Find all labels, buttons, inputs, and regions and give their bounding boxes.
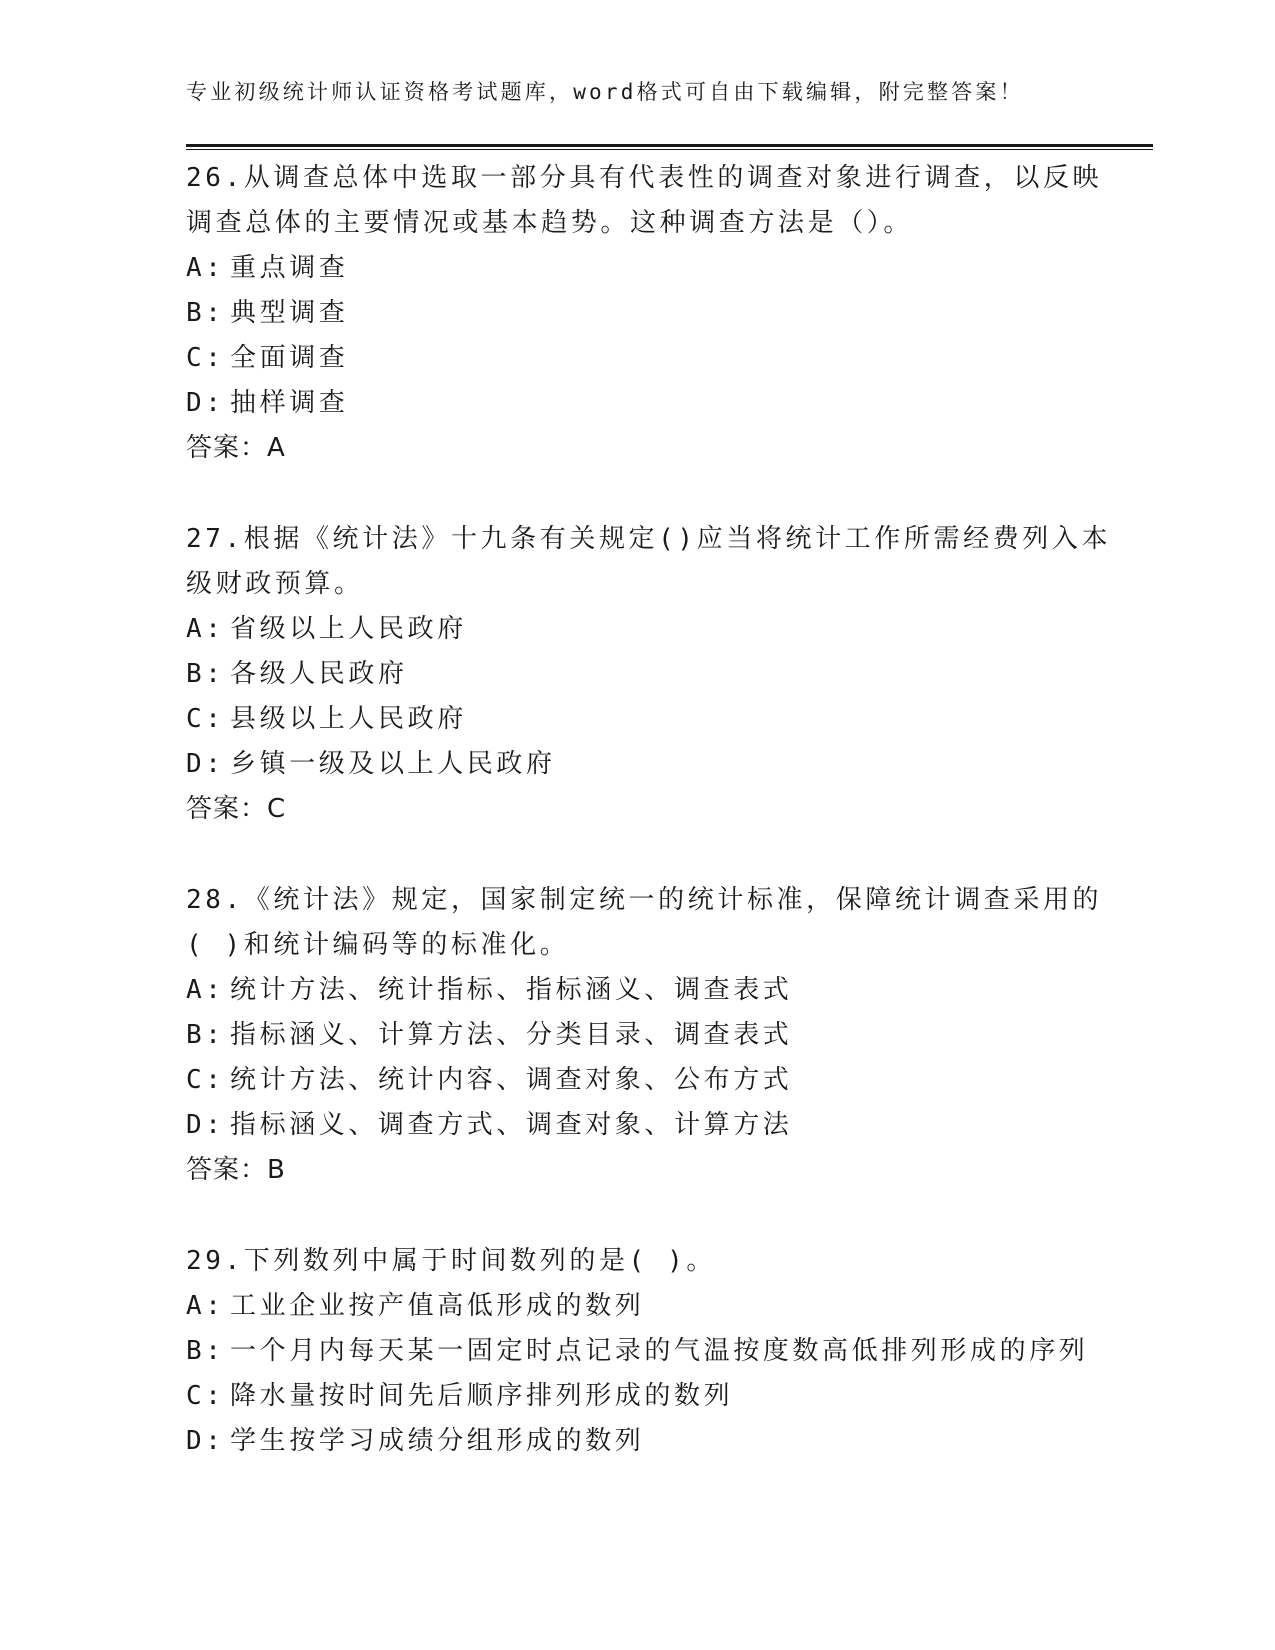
option-text: 典型调查 bbox=[230, 298, 349, 328]
option-text: 学生按学习成绩分组形成的数列 bbox=[230, 1426, 645, 1456]
answer-line: 答案：C bbox=[186, 794, 287, 824]
option-a bbox=[186, 246, 1086, 291]
answer-line: 答案：B bbox=[186, 1155, 286, 1185]
option-a bbox=[186, 1284, 1086, 1329]
option-text: 降水量按时间先后顺序排列形成的数列 bbox=[230, 1381, 734, 1411]
option-letter: C: bbox=[186, 1065, 225, 1095]
option-letter: D: bbox=[186, 388, 225, 418]
option-d bbox=[186, 742, 1086, 787]
question-stem-line: 26.从调查总体中选取一部分具有代表性的调查对象进行调查，以反映 bbox=[186, 163, 1103, 193]
header-rule-thin bbox=[186, 149, 1153, 150]
question-stem-line: ( )和统计编码等的标准化。 bbox=[186, 930, 570, 960]
option-d bbox=[186, 381, 1086, 426]
option-d bbox=[186, 1419, 1086, 1464]
question-stem-line: 27.根据《统计法》十九条有关规定()应当将统计工作所需经费列入本 bbox=[186, 524, 1112, 554]
option-text: 县级以上人民政府 bbox=[230, 704, 467, 734]
option-b bbox=[186, 652, 1086, 697]
option-text: 全面调查 bbox=[230, 343, 349, 373]
option-text: 抽样调查 bbox=[230, 388, 349, 418]
question-26 bbox=[186, 156, 1103, 471]
option-c bbox=[186, 1374, 1086, 1419]
option-letter: A: bbox=[186, 253, 225, 283]
option-text: 一个月内每天某一固定时点记录的气温按度数高低排列形成的序列 bbox=[230, 1336, 1089, 1366]
option-text: 指标涵义、调查方式、调查对象、计算方法 bbox=[230, 1110, 793, 1140]
option-text: 重点调查 bbox=[230, 253, 349, 283]
option-d bbox=[186, 1103, 1086, 1148]
option-c bbox=[186, 336, 1086, 381]
header-rule-thick bbox=[186, 144, 1153, 147]
answer-line: 答案：A bbox=[186, 433, 286, 463]
option-b bbox=[186, 291, 1086, 336]
option-letter: A: bbox=[186, 614, 225, 644]
question-27 bbox=[186, 517, 1112, 832]
option-text: 各级人民政府 bbox=[230, 659, 408, 689]
question-stem-line: 28.《统计法》规定，国家制定统一的统计标准，保障统计调查采用的 bbox=[186, 885, 1103, 915]
option-letter: D: bbox=[186, 749, 225, 779]
question-list bbox=[186, 156, 1112, 1510]
question-29 bbox=[186, 1239, 1089, 1464]
option-a bbox=[186, 968, 1086, 1013]
question-stem-line: 29.下列数列中属于时间数列的是( )。 bbox=[186, 1246, 716, 1276]
option-letter: B: bbox=[186, 659, 225, 689]
option-text: 乡镇一级及以上人民政府 bbox=[230, 749, 556, 779]
option-c bbox=[186, 697, 1086, 742]
option-letter: B: bbox=[186, 1336, 225, 1366]
option-letter: B: bbox=[186, 1020, 225, 1050]
page-header: 专业初级统计师认证资格考试题库，word格式可自由下载编辑，附完整答案！ bbox=[186, 80, 1024, 104]
option-text: 指标涵义、计算方法、分类目录、调查表式 bbox=[230, 1020, 793, 1050]
option-letter: B: bbox=[186, 298, 225, 328]
option-letter: C: bbox=[186, 704, 225, 734]
option-letter: A: bbox=[186, 975, 225, 1005]
option-text: 统计方法、统计指标、指标涵义、调查表式 bbox=[230, 975, 793, 1005]
option-letter: C: bbox=[186, 343, 225, 373]
option-text: 统计方法、统计内容、调查对象、公布方式 bbox=[230, 1065, 793, 1095]
option-letter: C: bbox=[186, 1381, 225, 1411]
option-letter: D: bbox=[186, 1426, 225, 1456]
option-b bbox=[186, 1329, 1089, 1374]
option-letter: D: bbox=[186, 1110, 225, 1140]
question-stem-line: 调查总体的主要情况或基本趋势。这种调查方法是（）。 bbox=[186, 208, 914, 238]
option-text: 工业企业按产值高低形成的数列 bbox=[230, 1291, 645, 1321]
option-text: 省级以上人民政府 bbox=[230, 614, 467, 644]
option-c bbox=[186, 1058, 1086, 1103]
option-b bbox=[186, 1013, 1086, 1058]
question-28 bbox=[186, 878, 1103, 1193]
option-letter: A: bbox=[186, 1291, 225, 1321]
option-a bbox=[186, 607, 1086, 652]
question-stem-line: 级财政预算。 bbox=[186, 569, 364, 599]
